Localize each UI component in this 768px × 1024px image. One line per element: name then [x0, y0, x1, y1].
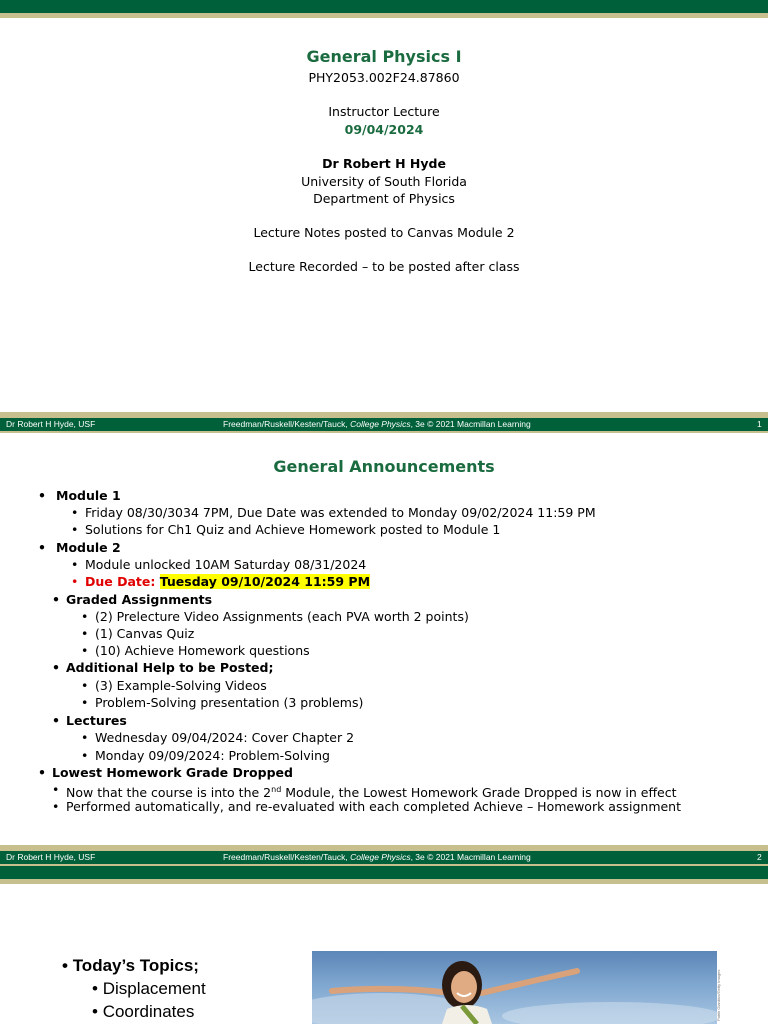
footer-page-number: 1 — [757, 419, 762, 429]
due-date-item: • Due Date: Tuesday 09/10/2024 11:59 PM — [71, 574, 371, 589]
topic-item: • Coordinates — [92, 1002, 195, 1021]
lowest-grade-heading: • Lowest Homework Grade Dropped — [38, 765, 293, 780]
list-item: • (10) Achieve Homework questions — [81, 643, 310, 658]
footer-bar — [0, 418, 768, 431]
list-item: • Friday 08/30/3034 7PM, Due Date was extended to Monday 09/02/2024 11:59 PM — [71, 505, 596, 520]
instructor-name: Dr Robert H Hyde — [322, 156, 446, 171]
jumping-person-photo — [312, 951, 717, 1024]
list-item: • (3) Example-Solving Videos — [81, 678, 267, 693]
notes-line: Lecture Notes posted to Canvas Module 2 — [253, 225, 515, 240]
announcements-title: General Announcements — [273, 457, 495, 476]
module2-heading: • Module 2 — [38, 540, 121, 555]
footer-author: Dr Robert H Hyde, USF — [6, 852, 96, 862]
recorded-line: Lecture Recorded – to be posted after class — [248, 259, 520, 274]
header-band-green — [0, 866, 768, 879]
graded-heading: • Graded Assignments — [52, 592, 213, 607]
list-item: • Monday 09/09/2024: Problem-Solving — [81, 748, 330, 763]
help-heading: • Additional Help to be Posted; — [52, 660, 274, 675]
list-item: • (1) Canvas Quiz — [81, 626, 195, 641]
list-item: • Solutions for Ch1 Quiz and Achieve Homework posted to Module 1 — [71, 522, 501, 537]
footer-author: Dr Robert H Hyde, USF — [6, 419, 96, 429]
list-item: • Module unlocked 10AM Saturday 08/31/2024 — [71, 557, 367, 572]
header-band-gold — [0, 879, 768, 884]
due-date-highlight: Tuesday 09/10/2024 11:59 PM — [159, 574, 371, 589]
footer-citation: Freedman/Ruskell/Kesten/Tauck, College Physics, 3e © 2021 Macmillan Learning — [223, 852, 531, 862]
topic-item: • Displacement — [92, 979, 206, 998]
course-code: PHY2053.002F24.87860 — [308, 70, 460, 85]
lecture-date: 09/04/2024 — [344, 122, 424, 137]
slide-title: General Physics I — [306, 47, 462, 66]
list-item: • Performed automatically, and re-evaluated with each completed Achieve – Homework assignment — [52, 799, 682, 814]
list-item: • (2) Prelecture Video Assignments (each PVA worth 2 points) — [81, 609, 469, 624]
list-item: • Problem-Solving presentation (3 problems) — [81, 695, 364, 710]
footer-band-gold-bottom — [0, 431, 768, 433]
header-band-green — [0, 0, 768, 13]
university: University of South Florida — [301, 174, 467, 189]
module1-heading: • Module 1 — [38, 488, 121, 503]
photo-credit: Patrik Giardino/Getty Images — [716, 969, 721, 1021]
lectures-heading: • Lectures — [52, 713, 127, 728]
list-item: • Now that the course is into the 2nd Module, the Lowest Homework Grade Dropped is now in effect — [52, 782, 677, 801]
photo-illustration — [312, 951, 717, 1024]
header-band-gold — [0, 13, 768, 18]
footer-bar — [0, 851, 768, 864]
footer-citation: Freedman/Ruskell/Kesten/Tauck, College Physics, 3e © 2021 Macmillan Learning — [223, 419, 531, 429]
department: Department of Physics — [313, 191, 455, 206]
topics-heading: • Today’s Topics; — [62, 956, 199, 975]
list-item: • Wednesday 09/04/2024: Cover Chapter 2 — [81, 730, 355, 745]
lecture-type: Instructor Lecture — [328, 104, 440, 119]
footer-page-number: 2 — [757, 852, 762, 862]
